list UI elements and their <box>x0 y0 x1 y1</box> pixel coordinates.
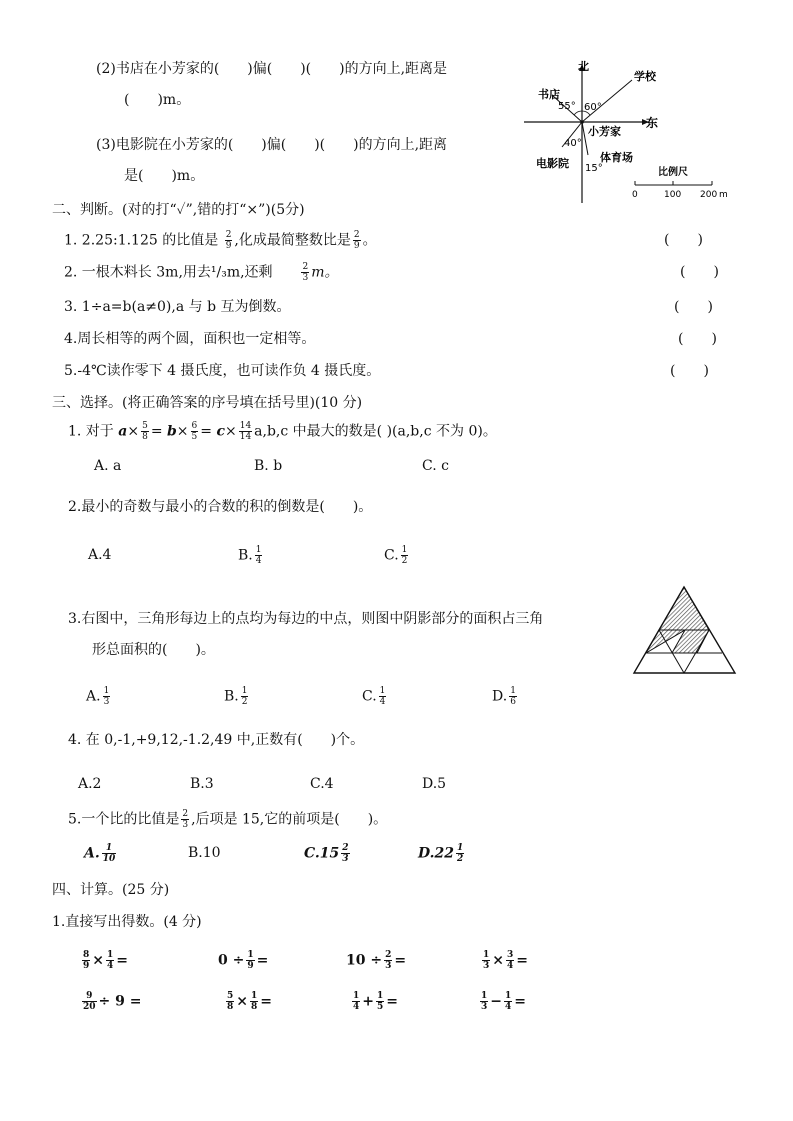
q4-option-d[interactable]: D.5 <box>422 776 447 792</box>
q5-option-d[interactable]: D.22 $\frac{1}{2}$ <box>418 843 464 864</box>
judge-q3: 3. 1÷a=b(a≠0),a 与 b 互为倒数。 <box>64 299 291 315</box>
q3-option-c[interactable]: C. $\frac{1}{4}$ <box>362 686 386 707</box>
north-label: 北 <box>578 60 589 73</box>
part3-heading: 三、选择。(将正确答案的序号填在括号里)(10 分) <box>52 395 363 411</box>
scale-title: 比例尺 <box>658 167 688 178</box>
calc-2: 0 ÷ $\frac{1}{9}$ = <box>218 950 269 971</box>
judge-q4-answer-bracket[interactable]: ( ) <box>678 331 717 347</box>
east-label: 东 <box>646 116 659 130</box>
q3-line2: 是( )m。 <box>124 168 205 184</box>
q5-option-a[interactable]: A. $\frac{1}{10}$ <box>84 843 116 864</box>
q4-option-b[interactable]: B.3 <box>190 776 214 792</box>
q3-option-a[interactable]: A. $\frac{1}{3}$ <box>86 686 110 707</box>
q3-option-d[interactable]: D. $\frac{1}{6}$ <box>492 686 516 707</box>
judge-q3-answer-bracket[interactable]: ( ) <box>674 299 713 315</box>
q2-option-c[interactable]: C. $\frac{1}{2}$ <box>384 545 408 566</box>
q4-option-a[interactable]: A.2 <box>78 776 102 792</box>
q3-line1: (3)电影院在小芳家的( )偏( )( )的方向上,距离 <box>96 137 448 153</box>
judge-q1: 1. 2.25:1.125 的比值是 $\frac{2}{9}$ ,化成最简整数比是 $\frac{2}{9}$ 。 <box>64 230 377 251</box>
bookstore-label: 书店 <box>538 88 560 101</box>
q1-option-c[interactable]: C. c <box>422 458 449 474</box>
q5-option-c[interactable]: C.15 $\frac{2}{3}$ <box>304 843 349 864</box>
judge-q4: 4.周长相等的两个圆，面积也一定相等。 <box>64 331 316 347</box>
part4-sub1: 1.直接写出得数。(4 分) <box>52 914 202 930</box>
calc-1: $\frac{8}{9}$ × $\frac{1}{4}$ = <box>83 950 128 971</box>
part2-heading: 二、判断。(对的打“✓”,错的打“×”)(5分) <box>52 202 305 218</box>
q4-option-c[interactable]: C.4 <box>310 776 334 792</box>
judge-q2-answer-bracket[interactable]: ( ) <box>680 264 719 280</box>
choice-q3-line2: 形总面积的( )。 <box>92 642 215 658</box>
part4-heading: 四、计算。(25 分) <box>52 882 170 898</box>
choice-q5: 5.一个比的比值是 $\frac{2}{3}$ ,后项是 15,它的前项是( )。 <box>68 809 388 830</box>
home-label: 小芳家 <box>588 125 621 138</box>
q2-line2: ( )m。 <box>124 92 191 108</box>
choice-q4: 4. 在 0,-1,+9,12,-1.2,49 中,正数有( )个。 <box>68 732 365 748</box>
calc-5: $\frac{9}{20}$ ÷ 9 = <box>83 991 142 1012</box>
q5-option-b[interactable]: B.10 <box>188 845 221 861</box>
q2-option-b[interactable]: B. $\frac{1}{4}$ <box>238 545 262 566</box>
triangle-figure <box>632 585 737 677</box>
judge-q2: 2. 一根木料长 3m,用去¹/₃m,还剩 $\frac{2}{3}$ m。 <box>64 262 339 283</box>
direction-map <box>522 55 762 205</box>
scale-100: 100 <box>664 190 682 200</box>
scale-0: 0 <box>632 190 638 200</box>
q3-option-b[interactable]: B. $\frac{1}{2}$ <box>224 686 248 707</box>
judge-q1-answer-bracket[interactable]: ( ) <box>664 232 703 248</box>
judge-q5: 5.-4℃读作零下 4 摄氏度，也可读作负 4 摄氏度。 <box>64 363 381 379</box>
cinema-label: 电影院 <box>536 157 569 170</box>
angle-15: 15° <box>585 163 603 174</box>
scale-200: 200 <box>700 190 718 200</box>
judge-q5-answer-bracket[interactable]: ( ) <box>670 363 709 379</box>
calc-4: $\frac{1}{3}$ × $\frac{3}{4}$ = <box>483 950 528 971</box>
q2-line1: (2)书店在小芳家的( )偏( )( )的方向上,距离是 <box>96 61 448 77</box>
calc-8: $\frac{1}{3}$ − $\frac{1}{4}$ = <box>481 991 526 1012</box>
school-label: 学校 <box>634 70 656 83</box>
q2-option-a[interactable]: A.4 <box>88 547 112 563</box>
angle-55: 55° <box>558 101 576 112</box>
angle-40: 40° <box>564 138 582 149</box>
calc-7: $\frac{1}{4}$ + $\frac{1}{5}$ = <box>353 991 398 1012</box>
choice-q1: 1. 对于 a× $\frac{5}{8}$ = b× $\frac{6}{5}$ = c× $\frac{14}{14}$ a,b,c 中最大的数是( )(a,b,c 不为 0)。 <box>68 421 497 442</box>
scale-unit: m <box>719 190 728 200</box>
calc-6: $\frac{5}{8}$ × $\frac{1}{8}$ = <box>227 991 272 1012</box>
q1-option-b[interactable]: B. b <box>254 458 283 474</box>
calc-3: 10 ÷ $\frac{2}{3}$ = <box>346 950 407 971</box>
q1-option-a[interactable]: A. a <box>94 458 122 474</box>
gym-label: 体育场 <box>600 151 633 164</box>
choice-q3-line1: 3.右图中，三角形每边上的点均为每边的中点，则图中阴影部分的面积占三角 <box>68 611 544 627</box>
angle-60: 60° <box>584 102 602 113</box>
choice-q2: 2.最小的奇数与最小的合数的积的倒数是( )。 <box>68 499 373 515</box>
